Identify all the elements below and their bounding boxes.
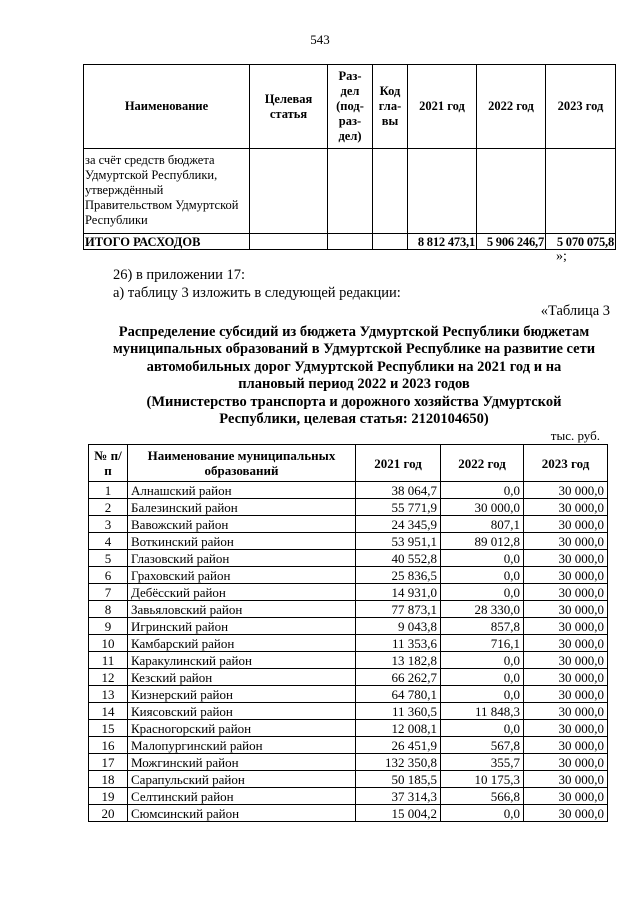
table-row <box>89 754 608 771</box>
table-row <box>89 771 608 788</box>
row-number: 9 <box>89 618 128 635</box>
row-value-2022: 716,1 <box>441 635 524 652</box>
item-26a: а) таблицу 3 изложить в следующей редакции: <box>113 285 401 301</box>
header-2022: 2022 год <box>441 445 524 482</box>
row-value-2022: 0,0 <box>441 652 524 669</box>
row-value-2023: 30 000,0 <box>524 720 608 737</box>
table-label: «Таблица 3 <box>540 303 610 319</box>
row-municipality: Алнашский район <box>128 482 356 499</box>
row-value-2023: 30 000,0 <box>524 788 608 805</box>
page-number: 543 <box>310 32 330 47</box>
row-number: 20 <box>89 805 128 822</box>
title-line: плановый период 2022 и 2023 годов <box>238 376 470 393</box>
row-value-2021: 15 004,2 <box>356 805 441 822</box>
table-row <box>84 149 616 234</box>
row-municipality: Киясовский район <box>128 703 356 720</box>
row-municipality: Игринский район <box>128 618 356 635</box>
row-municipality: Завьяловский район <box>128 601 356 618</box>
header-municipality: Наименование муниципальных образований <box>128 445 356 482</box>
total-row <box>84 234 616 250</box>
row-municipality: Селтинский район <box>128 788 356 805</box>
row-number: 7 <box>89 584 128 601</box>
row-value-2022: 0,0 <box>441 805 524 822</box>
row-municipality: Воткинский район <box>128 533 356 550</box>
row-value-2023: 30 000,0 <box>524 499 608 516</box>
expenses-table-header <box>84 65 616 149</box>
row-value-2021: 38 064,7 <box>356 482 441 499</box>
row-value-2023: 30 000,0 <box>524 550 608 567</box>
title-line: (Министерство транспорта и дорожного хозяйства Удмуртской <box>146 393 562 410</box>
title-line: Республики, целевая статья: 2120104650) <box>219 411 489 428</box>
row-value-2021: 50 185,5 <box>356 771 441 788</box>
table-row <box>89 737 608 754</box>
row-number: 15 <box>89 720 128 737</box>
row-value-2021: 40 552,8 <box>356 550 441 567</box>
row-value-2022: 89 012,8 <box>441 533 524 550</box>
row-municipality: Кизнерский район <box>128 686 356 703</box>
table-row <box>89 652 608 669</box>
row-value-2023: 30 000,0 <box>524 805 608 822</box>
row-value-2021: 13 182,8 <box>356 652 441 669</box>
row-value-2022: 11 848,3 <box>441 703 524 720</box>
units-label: тыс. руб. <box>550 428 600 443</box>
row-number: 1 <box>89 482 128 499</box>
header-chapter-code: Код гла-вы <box>373 65 408 149</box>
row-number: 2 <box>89 499 128 516</box>
row-number: 4 <box>89 533 128 550</box>
row-value-2022: 0,0 <box>441 720 524 737</box>
row-value-2021: 77 873,1 <box>356 601 441 618</box>
row-value-2021: 64 780,1 <box>356 686 441 703</box>
row-value-2022: 355,7 <box>441 754 524 771</box>
header-number: № п/п <box>89 445 128 482</box>
row-municipality: Красногорский район <box>128 720 356 737</box>
row-value-2022: 30 000,0 <box>441 499 524 516</box>
table-row <box>89 584 608 601</box>
row-value-2023: 30 000,0 <box>524 601 608 618</box>
row-number: 6 <box>89 567 128 584</box>
row-value-2023: 30 000,0 <box>524 754 608 771</box>
row-value-2023: 30 000,0 <box>524 686 608 703</box>
row-value-2021: 26 451,9 <box>356 737 441 754</box>
row-value-2022: 857,8 <box>441 618 524 635</box>
row-value-2022: 566,8 <box>441 788 524 805</box>
table-row <box>89 499 608 516</box>
table-row <box>89 550 608 567</box>
row-number: 5 <box>89 550 128 567</box>
table-row <box>89 805 608 822</box>
header-2021: 2021 год <box>408 65 477 149</box>
row-municipality: Сюмсинский район <box>128 805 356 822</box>
table-title <box>84 324 624 428</box>
row-number: 11 <box>89 652 128 669</box>
row-value-2022: 0,0 <box>441 669 524 686</box>
row-value-2023: 30 000,0 <box>524 516 608 533</box>
row-value-2023: 30 000,0 <box>524 669 608 686</box>
row-number: 13 <box>89 686 128 703</box>
row-value-2022: 567,8 <box>441 737 524 754</box>
row-municipality: Глазовский район <box>128 550 356 567</box>
row-value-2021: 25 836,5 <box>356 567 441 584</box>
row-value-2023: 30 000,0 <box>524 618 608 635</box>
subsidies-table-header <box>89 445 608 482</box>
row-number: 8 <box>89 601 128 618</box>
row-municipality: Вавожский район <box>128 516 356 533</box>
table-row <box>89 533 608 550</box>
row-number: 14 <box>89 703 128 720</box>
row-value-2021: 9 043,8 <box>356 618 441 635</box>
row-value-2021: 66 262,7 <box>356 669 441 686</box>
row-municipality: Граховский район <box>128 567 356 584</box>
row-number: 3 <box>89 516 128 533</box>
table-row <box>89 482 608 499</box>
row-value-2021: 55 771,9 <box>356 499 441 516</box>
header-2022: 2022 год <box>477 65 546 149</box>
total-label: ИТОГО РАСХОДОВ <box>84 234 250 250</box>
header-2023: 2023 год <box>546 65 616 149</box>
title-line: Распределение субсидий из бюджета Удмуртской Республики бюджетам <box>118 324 590 340</box>
title-line: автомобильных дорог Удмуртской Республики на 2021 год и на <box>146 358 562 375</box>
table-row <box>89 516 608 533</box>
row-value-2021: 12 008,1 <box>356 720 441 737</box>
row-value-2022: 0,0 <box>441 567 524 584</box>
table-row <box>89 601 608 618</box>
row-number: 18 <box>89 771 128 788</box>
row-value-2022: 807,1 <box>441 516 524 533</box>
subsidies-table <box>88 444 608 822</box>
header-section: Раз-дел (под-раз-дел) <box>328 65 373 149</box>
row-value-2021: 53 951,1 <box>356 533 441 550</box>
header-2021: 2021 год <box>356 445 441 482</box>
row-value-2023: 30 000,0 <box>524 737 608 754</box>
row-value-2021: 14 931,0 <box>356 584 441 601</box>
row-value-2022: 0,0 <box>441 686 524 703</box>
table-row <box>89 567 608 584</box>
row-number: 17 <box>89 754 128 771</box>
closing-quote: »; <box>556 249 567 264</box>
row-municipality: Каракулинский район <box>128 652 356 669</box>
row-municipality: Балезинский район <box>128 499 356 516</box>
row-value-2023: 30 000,0 <box>524 652 608 669</box>
row-value-2021: 11 360,5 <box>356 703 441 720</box>
header-2023: 2023 год <box>524 445 608 482</box>
row-value-2023: 30 000,0 <box>524 703 608 720</box>
table-row <box>89 788 608 805</box>
row-number: 19 <box>89 788 128 805</box>
total-2022: 5 906 246,7 <box>477 234 546 250</box>
row-municipality: Кезский район <box>128 669 356 686</box>
total-2023: 5 070 075,8 <box>546 234 616 250</box>
row-value-2022: 0,0 <box>441 584 524 601</box>
row-value-2021: 24 345,9 <box>356 516 441 533</box>
row-value-2023: 30 000,0 <box>524 567 608 584</box>
row-municipality: Малопургинский район <box>128 737 356 754</box>
header-name: Наименование <box>84 65 250 149</box>
row-value-2023: 30 000,0 <box>524 584 608 601</box>
table-row <box>89 618 608 635</box>
row-number: 10 <box>89 635 128 652</box>
subsidies-table-body <box>89 482 608 822</box>
item-26: 26) в приложении 17: <box>113 267 246 283</box>
table-row <box>89 703 608 720</box>
row-municipality: Камбарский район <box>128 635 356 652</box>
row-value-2022: 0,0 <box>441 550 524 567</box>
table-row <box>89 669 608 686</box>
row-value-2023: 30 000,0 <box>524 635 608 652</box>
expenses-table <box>83 64 616 250</box>
row-value-2021: 37 314,3 <box>356 788 441 805</box>
row-value-2022: 10 175,3 <box>441 771 524 788</box>
row-value-2021: 11 353,6 <box>356 635 441 652</box>
row-value-2022: 28 330,0 <box>441 601 524 618</box>
row-value-2023: 30 000,0 <box>524 771 608 788</box>
row-text: за счёт средств бюджета Удмуртской Республики, утверждённый Правительством Удмуртской Республики <box>84 149 250 234</box>
title-line: муниципальных образований в Удмуртской Республике на развитие сети <box>112 341 596 358</box>
row-number: 16 <box>89 737 128 754</box>
table-row <box>89 686 608 703</box>
header-target-article: Целевая статья <box>250 65 328 149</box>
row-municipality: Можгинский район <box>128 754 356 771</box>
row-municipality: Сарапульский район <box>128 771 356 788</box>
row-value-2021: 132 350,8 <box>356 754 441 771</box>
row-value-2023: 30 000,0 <box>524 482 608 499</box>
total-2021: 8 812 473,1 <box>408 234 477 250</box>
table-row <box>89 720 608 737</box>
row-value-2023: 30 000,0 <box>524 533 608 550</box>
row-value-2022: 0,0 <box>441 482 524 499</box>
table-row <box>89 635 608 652</box>
row-municipality: Дебёсский район <box>128 584 356 601</box>
row-number: 12 <box>89 669 128 686</box>
